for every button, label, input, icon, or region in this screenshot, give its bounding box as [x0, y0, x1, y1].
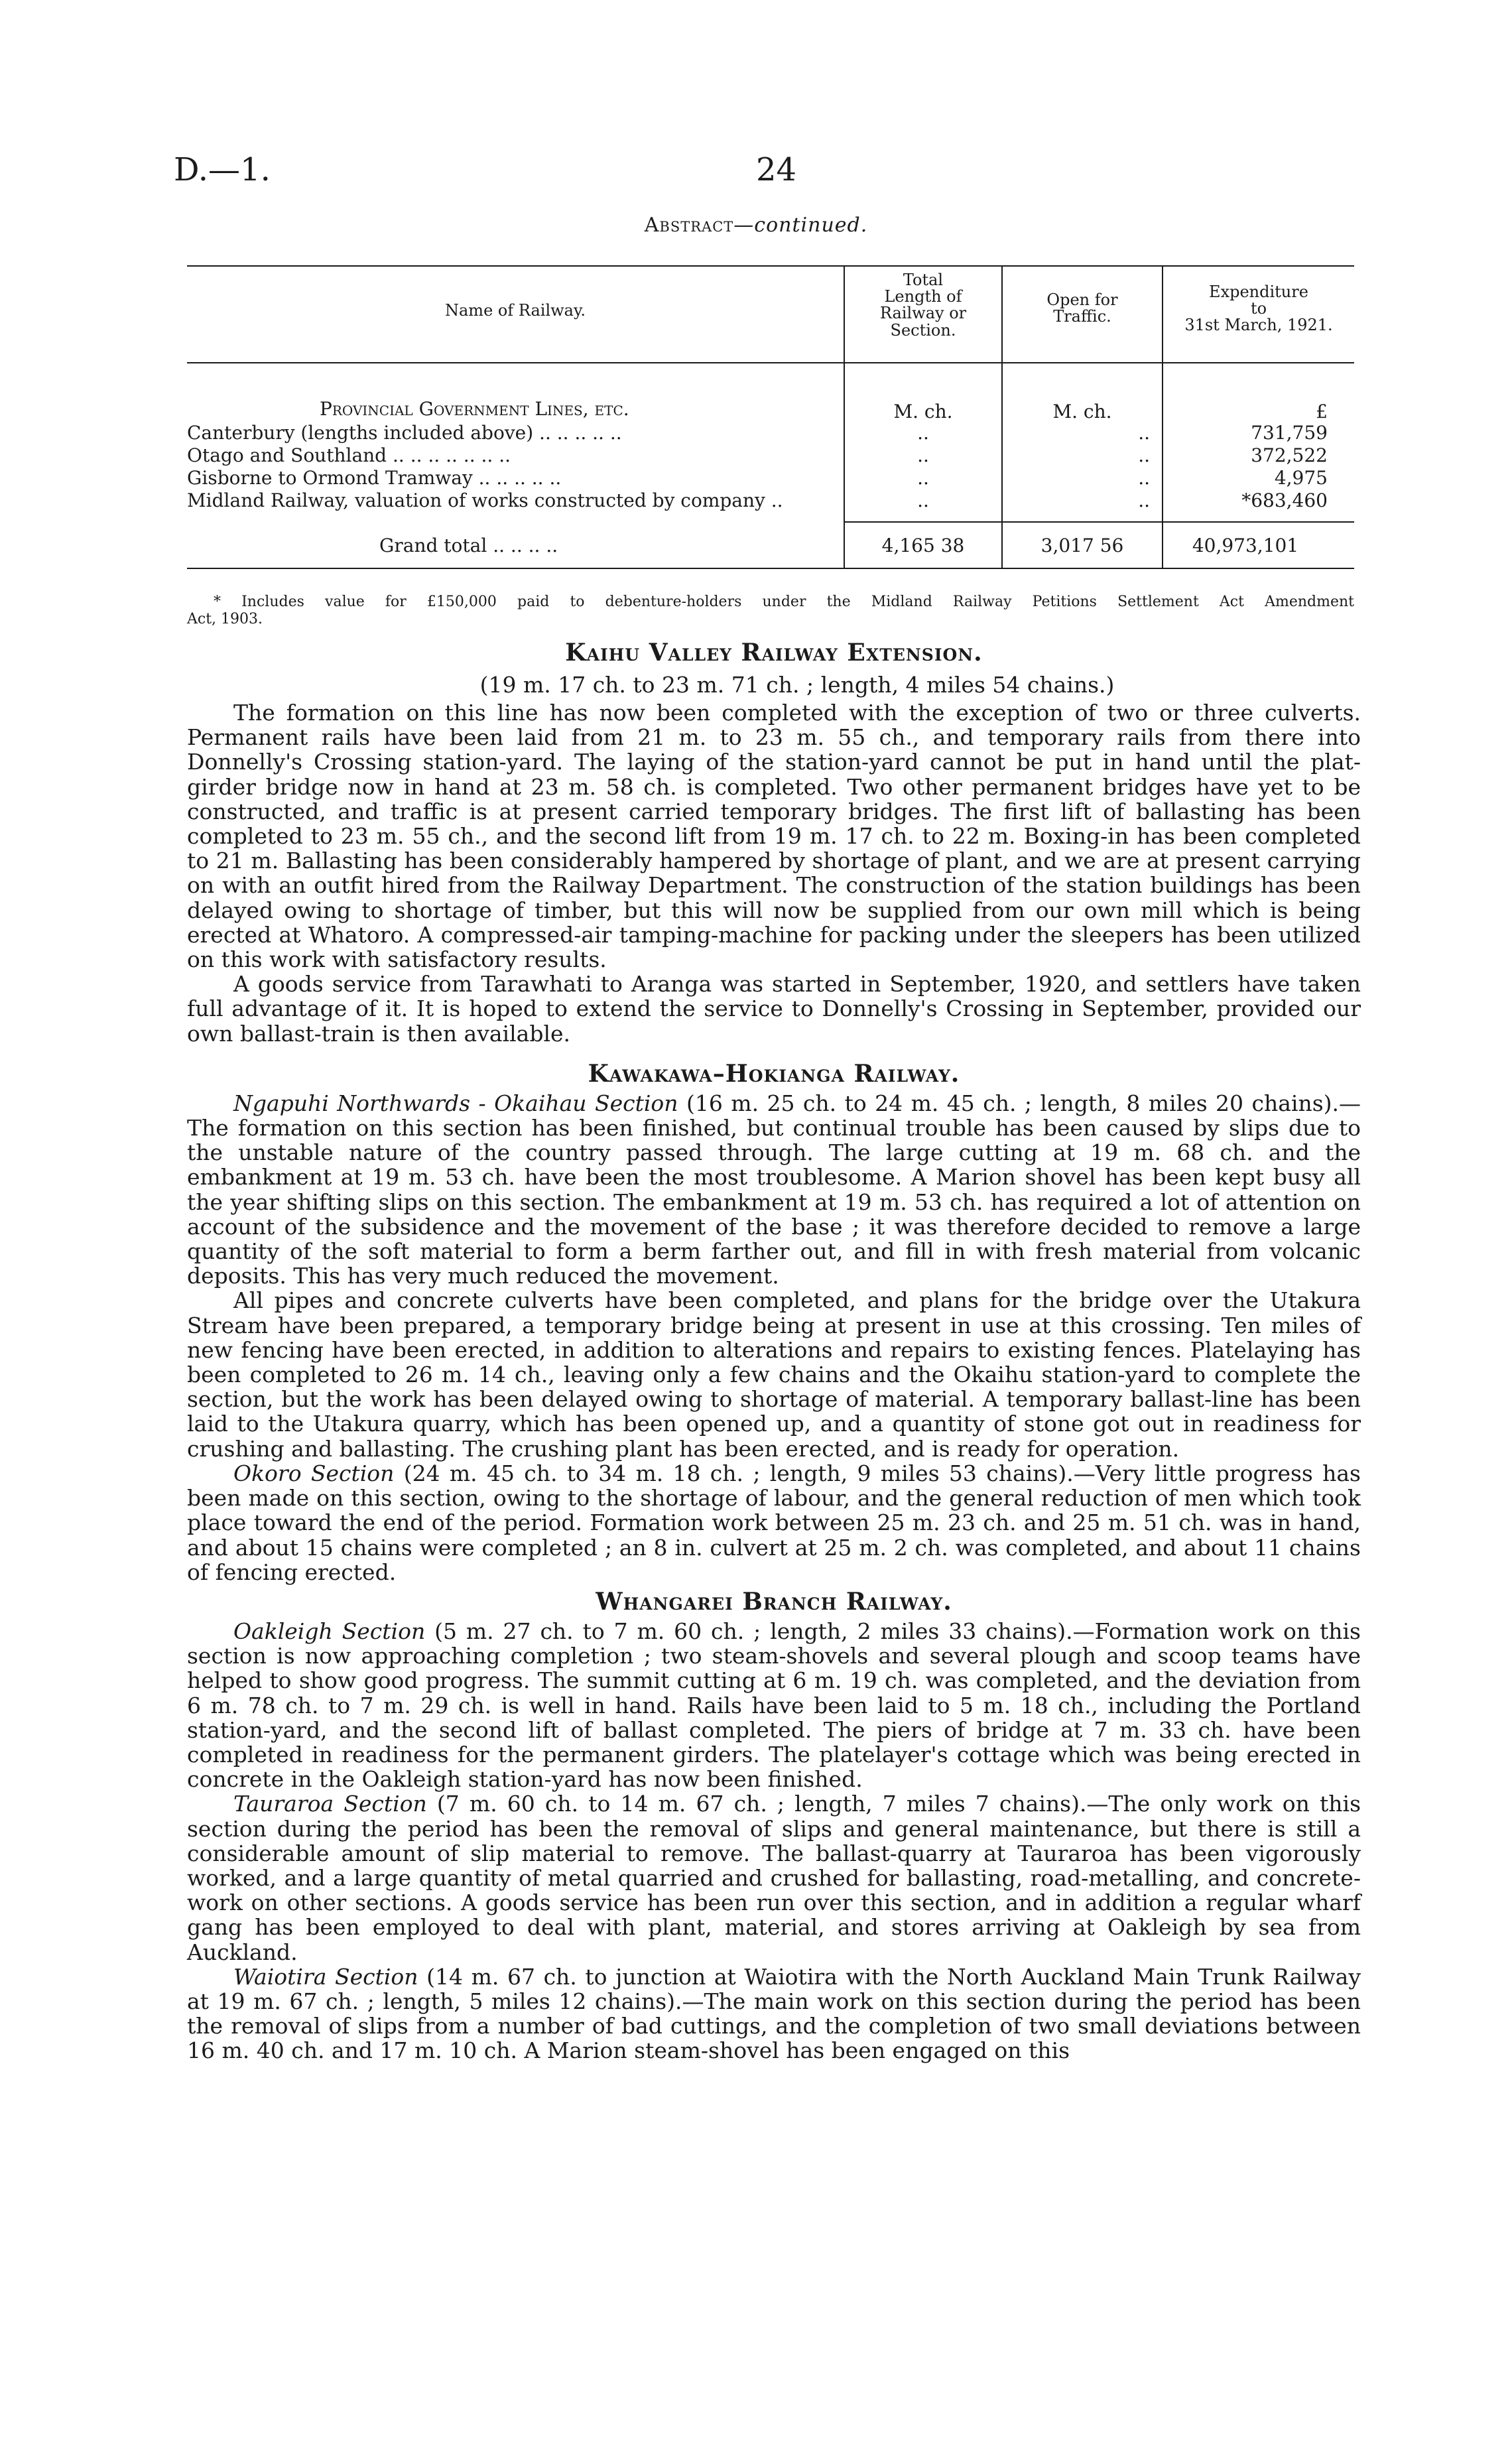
paragraph-body: (14 m. 67 ch. to junction at Waiotira with the North Auckland Main Trunk Railway at 19 m. 67 ch. ; length, 5 miles 12 chains).—The main work on this section during the period has been the removal of slips from a number of bad cuttings, and the completion of two small deviations between 16 m. 40 ch. and 17 m. 10 ch. A Marion steam-shovel has been engaged on this [187, 1963, 1361, 2064]
table-total-top-rule [844, 521, 1354, 523]
paragraph-body: (7 m. 60 ch. to 14 m. 67 ch. ; length, 7 miles 7 chains).—The only work on this section during the period has been the removal of slips and general maintenance, but there is still a considerable amount of slip material to remove. The ballast-quarry at Tauraroa has been vigorously worked, and a large quantity of metal quarried and crushed for ballasting, road-metalling, and concrete-work on other sections. A goods service has been run over this section, and in addition a regular wharf gang has been employed to deal with plant, material, and stores arriving at Oakleigh by sea from Auckland. [187, 1791, 1361, 1965]
table-top-rule [187, 265, 1354, 267]
footnote-text: * Includes value for £150,000 paid to debenture-holders under the Midland Railway Petitions Settlement Act Amendment [214, 594, 1354, 610]
row-open: .. [1138, 422, 1150, 444]
paragraph-lead: Waiotira Section [233, 1963, 418, 1990]
row-name: Canterbury (lengths included above) .. .. .. .. .. [187, 422, 622, 444]
unit-length: M. ch. [893, 401, 953, 422]
section-subtitle-kaihu: (19 m. 17 ch. to 23 m. 71 ch. ; length, 4 miles 54 chains.) [479, 672, 1115, 698]
abstract-title-main: Abstract [644, 214, 734, 237]
paragraph [187, 1461, 1361, 1584]
page-number: 24 [756, 151, 797, 188]
col-header-expenditure-line: Expenditure [1209, 283, 1308, 301]
col-header-expenditure [1163, 284, 1354, 334]
paragraph-lead: Okoro Section [233, 1460, 395, 1486]
total-expenditure: 40,973,101 [1192, 535, 1299, 556]
row-expenditure: 731,759 [1251, 422, 1328, 444]
table-bottom-rule [187, 568, 1354, 569]
row-open: .. [1138, 444, 1150, 466]
row-length: .. [917, 489, 929, 511]
paragraph: A goods service from Tarawhati to Aranga was started in September, 1920, and settlers have taken full advantage of it. It is hoped to extend the service to Donnelly's Crossing in September, provided our own ballast-train is then available. [187, 971, 1361, 1047]
col-header-open [1003, 292, 1162, 325]
paragraph-lead: Tauraroa Section [233, 1791, 427, 1817]
abstract-table [187, 265, 1354, 577]
abstract-title-continued: —continued. [733, 214, 868, 237]
col-header-length [845, 272, 1001, 339]
table-footnote [187, 594, 1354, 628]
col-header-expenditure-line: 31st March, 1921. [1184, 316, 1333, 335]
row-expenditure: *683,460 [1241, 489, 1328, 511]
total-length: 4,165 38 [881, 535, 965, 556]
row-name: Otago and Southland .. .. .. .. .. .. .. [187, 444, 511, 466]
col-header-open-line: Open for [1046, 290, 1118, 309]
paragraph-lead: Oakleigh Section [233, 1618, 426, 1644]
row-open: .. [1138, 467, 1150, 489]
paragraph-body: (16 m. 25 ch. to 24 m. 45 ch. ; length, 8 miles 20 chains).—The formation on this section has been finished, but continual trouble has been caused by slips due to the unstable nature of the country passed through. The large cutting at 19 m. 68 ch. and the embankment at 19 m. 53 ch. have been the most troublesome. A Marion shovel has been kept busy all the year shifting slips on this section. The embankment at 19 m. 53 ch. has required a lot of attention on account of the subsidence and the movement of the base ; it was therefore decided to remove a large quantity of the soft material to form a berm farther out, and fill in with fresh material from volcanic deposits. This has very much reduced the movement. [187, 1090, 1361, 1289]
paragraph: All pipes and concrete culverts have been completed, and plans for the bridge over the Utakura Stream have been prepared, a temporary bridge being at present in use at this crossing. Ten miles of new fencing have been erected, in addition to alterations and repairs to existing fences. Platelaying has been completed to 26 m. 14 ch., leaving only a few chains and the Okaihu station-yard to complete the section, but the work has been delayed owing to shortage of material. A temporary ballast-line has been laid to the Utakura quarry, which has been opened up, and a quantity of stone got out in readiness for crushing and ballasting. The crushing plant has been erected, and is ready for operation. [187, 1287, 1361, 1462]
paragraph [187, 1964, 1361, 2063]
section-title-kawakawa: Kawakawa–Hokianga Railway. [588, 1059, 960, 1088]
col-header-length-line: Section. [890, 320, 956, 340]
col-header-length-line: Length of [884, 287, 962, 306]
total-open: 3,017 56 [1040, 535, 1124, 556]
abstract-title [0, 214, 1512, 237]
row-name: Gisborne to Ormond Tramway .. .. .. .. .. [187, 467, 562, 489]
report-code: D.—1. [174, 151, 271, 188]
table-header-rule [187, 362, 1354, 363]
row-length: .. [917, 444, 929, 466]
unit-expenditure: £ [1316, 401, 1328, 422]
row-length: .. [917, 422, 929, 444]
paragraph: The formation on this line has now been completed with the exception of two or three culverts. Permanent rails have been laid from 21 m. to 23 m. 55 ch., and temporary rails from there into Donnelly's Crossing station-yard. The laying of the station-yard cannot be put in hand until the plat-girder bridge now in hand at 23 m. 58 ch. is completed. Two other permanent bridges have yet to be constructed, and traffic is at present carried temporary bridges. The first lift of ballasting has been completed to 23 m. 55 ch., and the second lift from 19 m. 17 ch. to 22 m. Boxing-in has been completed to 21 m. Ballasting has been considerably hampered by shortage of plant, and we are at present carrying on with an outfit hired from the Railway Department. The construction of the station buildings has been delayed owing to shortage of timber, but this will now be supplied from our own mill which is being erected at Whatoro. A compressed-air tamping-machine for packing under the sleepers has been utilized on this work with satisfactory results. [187, 700, 1361, 973]
section-title-kaihu: Kaihu Valley Railway Extension. [565, 639, 983, 667]
paragraph-body: (24 m. 45 ch. to 34 m. 18 ch. ; length, 9 miles 53 chains).—Very little progress has been made on this section, owing to the shortage of labour, and the general reduction of men which took place toward the end of the period. Formation work between 25 m. 23 ch. and 25 m. 51 ch. was in hand, and about 15 chains were completed ; an 8 in. culvert at 25 m. 2 ch. was completed, and about 11 chains of fencing erected. [187, 1460, 1361, 1585]
row-length: .. [917, 467, 929, 489]
paragraph [187, 1091, 1361, 1289]
row-open: .. [1138, 489, 1150, 511]
total-label: Grand total .. .. .. .. [379, 535, 558, 556]
col-header-length-line: Railway or [879, 304, 967, 323]
group-heading: Provincial Government Lines, etc. [320, 398, 629, 420]
paragraph-body: (5 m. 27 ch. to 7 m. 60 ch. ; length, 2 miles 33 chains).—Formation work on this section is now approaching completion ; two steam-shovels and several plough and scoop teams have helped to show good progress. The summit cutting at 6 m. 19 ch. was completed, and the deviation from 6 m. 78 ch. to 7 m. 29 ch. is well in hand. Rails have been laid to 5 m. 18 ch., including the Portland station-yard, and the second lift of ballast completed. The piers of bridge at 7 m. 33 ch. have been completed in readiness for the permanent girders. The platelayer's cottage which was being erected in concrete in the Oakleigh station-yard has now been finished. [187, 1618, 1361, 1793]
col-header-name: Name of Railway. [445, 301, 586, 320]
row-expenditure: 372,522 [1251, 444, 1328, 466]
paragraph [187, 1791, 1361, 1964]
col-header-length-line: Total [903, 271, 944, 289]
footnote-text-cont: Act, 1903. [187, 611, 263, 627]
paragraph [187, 1619, 1361, 1791]
unit-open: M. ch. [1052, 401, 1112, 422]
col-header-open-line: Traffic. [1053, 307, 1111, 326]
paragraph-lead: Ngapuhi Northwards - Okaihau Section [233, 1090, 678, 1116]
section-title-whangarei: Whangarei Branch Railway. [596, 1587, 952, 1616]
row-name: Midland Railway, valuation of works constructed by company .. [187, 489, 783, 511]
row-expenditure: 4,975 [1274, 467, 1328, 489]
body-text [187, 635, 1361, 2063]
col-header-expenditure-line: to [1250, 299, 1267, 318]
